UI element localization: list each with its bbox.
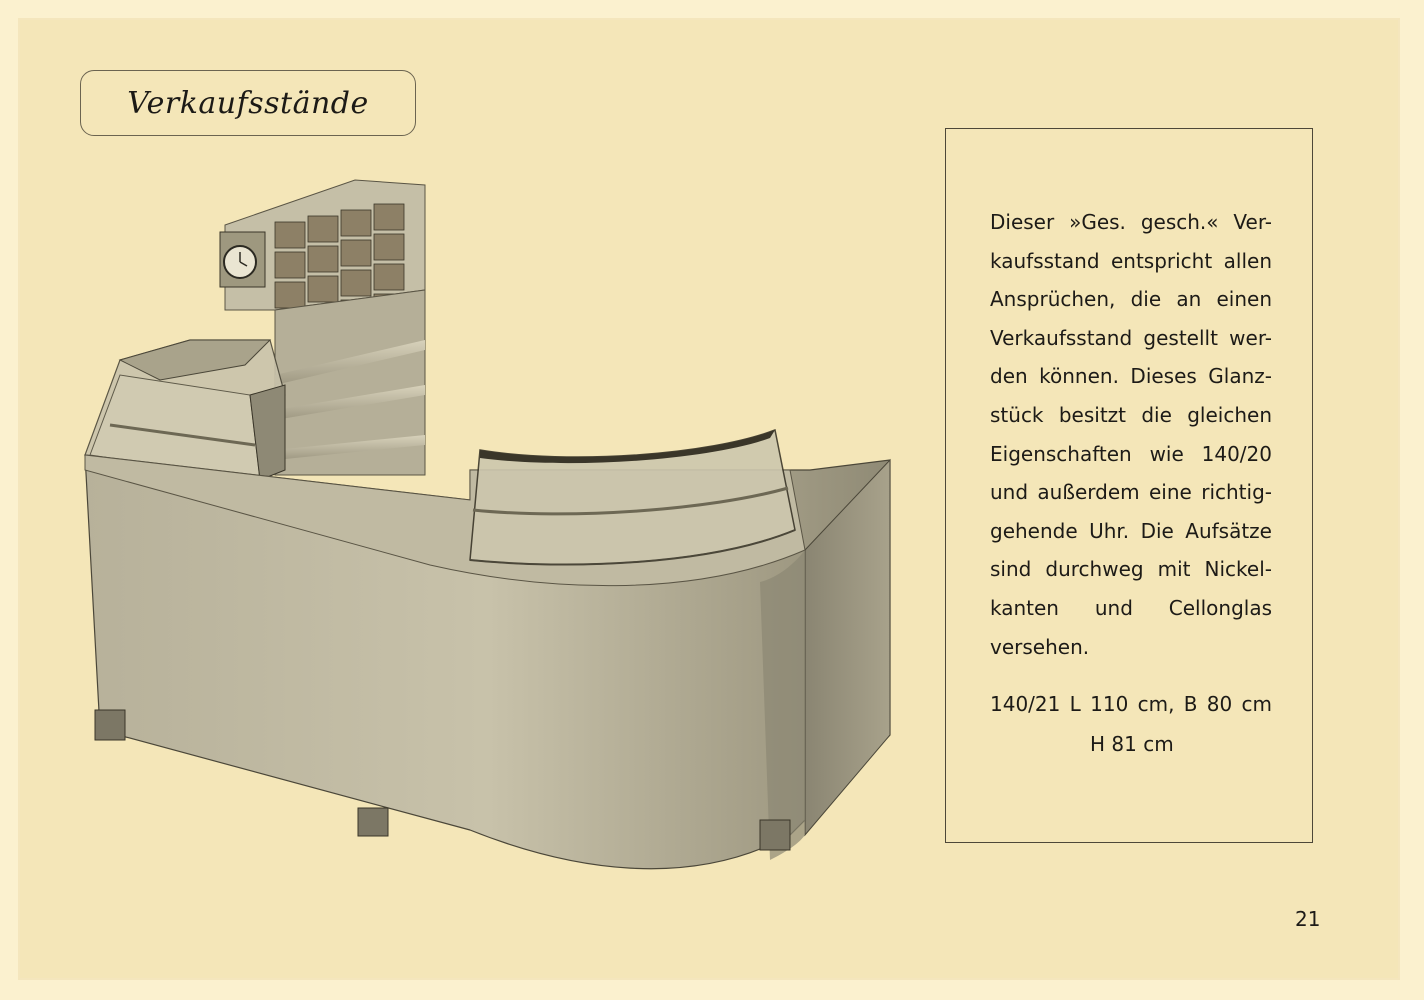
description xyxy=(990,203,1272,666)
description-line: kaufsstand entspricht allen xyxy=(990,248,1272,273)
description-line: Verkaufsstand gestellt wer- xyxy=(990,325,1272,350)
open-shelving xyxy=(275,290,425,475)
description-line: stück besitzt die gleichen xyxy=(990,402,1272,427)
description-line: Ansprüchen, die an einen xyxy=(990,287,1272,312)
right-display-case xyxy=(470,430,795,565)
title-frame xyxy=(80,70,416,136)
description-line: sind durchweg mit Nickel- xyxy=(990,557,1272,582)
description-line: gehende Uhr. Die Aufsätze xyxy=(990,518,1272,543)
description-line: versehen. xyxy=(990,634,1090,659)
clock xyxy=(220,232,265,287)
page-number: 21 xyxy=(1295,907,1321,931)
description-box xyxy=(945,128,1313,843)
description-line: kanten und Cellonglas xyxy=(990,595,1272,620)
dimensions-line-1: 140/21 L 110 cm, B 80 cm xyxy=(990,692,1272,716)
sales-counter-illustration xyxy=(70,170,920,890)
description-line: Dieser »Ges. gesch.« Ver- xyxy=(990,210,1272,234)
description-line: Eigenschaften wie 140/20 xyxy=(990,441,1272,466)
description-line: den können. Dieses Glanz- xyxy=(990,364,1272,389)
description-line: und außerdem eine richtig- xyxy=(990,480,1272,505)
dimensions xyxy=(990,684,1272,764)
dimensions-line-2: H 81 cm xyxy=(1090,732,1174,756)
page-title: Verkaufsstände xyxy=(127,85,369,121)
